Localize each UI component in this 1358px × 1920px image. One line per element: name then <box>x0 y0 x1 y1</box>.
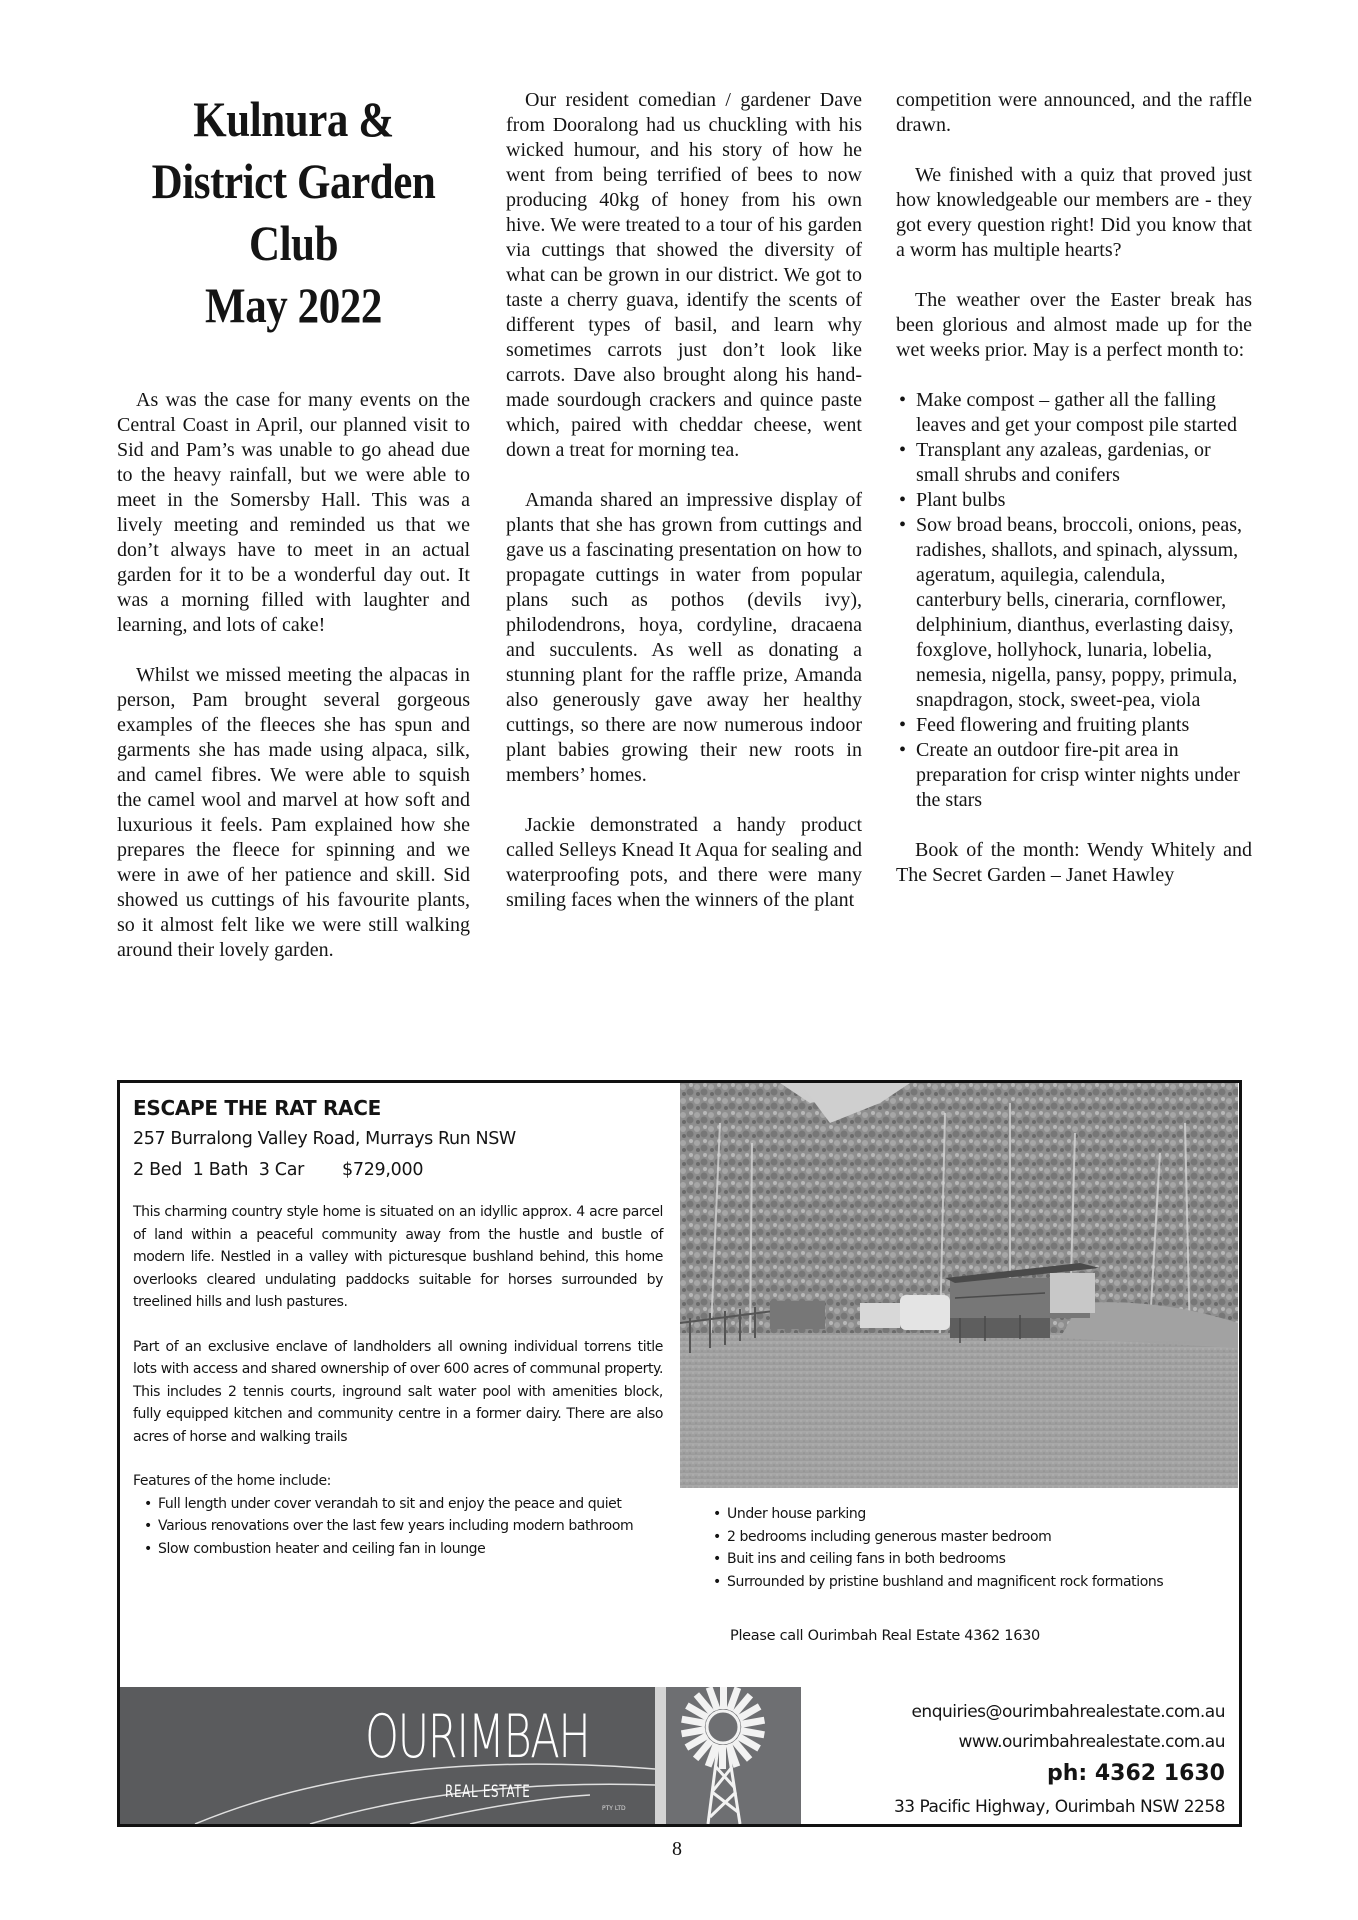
title-line: Club <box>248 215 339 271</box>
article-column-3 <box>896 88 1252 913</box>
feature-item: • Slow combustion heater and ceiling fan in lounge <box>158 1538 663 1561</box>
bed-bath-car: 2 Bed 1 Bath 3 Car <box>133 1160 305 1180</box>
real-estate-advertisement <box>117 1080 1242 1827</box>
feature-item: • Under house parking <box>727 1503 1247 1526</box>
features-label: Features of the home include: <box>133 1473 331 1489</box>
feature-item: • 2 bedrooms including generous master bedroom <box>727 1526 1247 1549</box>
paragraph: We finished with a quiz that proved just how knowledgeable our members are - they got every question right! Did you know that a worm has multiple hearts? <box>896 164 1252 261</box>
contact-website-link[interactable]: www.ourimbahrealestate.com.au <box>958 1732 1225 1752</box>
paragraph: Whilst we missed meeting the alpacas in person, Pam brought several gorgeous examples of the fleeces she has spun and garments she has made using alpaca, silk, and camel fibres. We were able to squish the camel wool and marvel at how soft and luxurious it feels. Pam explained how she prepares the fleece for spinning and we were in awe of her patience and skill. Sid showed us cuttings of his favourite plants, so it almost felt like we were still walking around their lovely garden. <box>117 664 470 961</box>
windmill-panel <box>666 1687 801 1824</box>
logo-subtitle: REAL ESTATE <box>445 1782 531 1802</box>
bullet-icon: • <box>899 489 907 511</box>
bullet-icon: • <box>899 389 907 411</box>
bullet-icon: • <box>144 1540 152 1557</box>
paragraph: As was the case for many events on the Central Coast in April, our planned visit to Sid and Pam’s was unable to go ahead due to the heavy rainfall, but we were able to meet in the Somersby Hall. This was a lively meeting and reminded us that we don’t always have to meet in an actual garden for it to be a wonderful day out. It was a morning filled with laughter and learning, and lots of cake! <box>117 389 470 636</box>
paragraph: Jackie demonstrated a handy product called Selleys Knead It Aqua for sealing and waterproofing pots, and there were many smiling faces when the winners of the plant <box>506 814 862 911</box>
title-line: May 2022 <box>205 277 382 333</box>
article-title <box>142 88 446 336</box>
ad-text-block <box>133 1093 663 1560</box>
bullet-icon: • <box>713 1528 721 1545</box>
property-price: $729,000 <box>342 1160 424 1180</box>
list-item: • Create an outdoor fire-pit area in preparation for crisp winter nights under the stars <box>899 739 1240 811</box>
contact-email-link[interactable]: enquiries@ourimbahrealestate.com.au <box>911 1702 1225 1722</box>
list-item: • Sow broad beans, broccoli, onions, peas, radishes, shallots, and spinach, alyssum, ageratum, aquilegia, calendula, canterbury bells, cineraria, cornflower, delphinium, dianthus, everlasting daisy, foxglove, hollyhock, lunaria, lobelia, nemesia, nigella, pansy, poppy, primula, snapdragon, stock, sweet-pea, viola <box>899 514 1243 711</box>
list-item: • Plant bulbs <box>899 489 1006 511</box>
article-column-2 <box>506 88 862 913</box>
logo-pty-ltd: PTY LTD <box>602 1805 626 1812</box>
article-column-1 <box>117 388 470 988</box>
feature-item: • Surrounded by pristine bushland and magnificent rock formations <box>727 1571 1247 1594</box>
ad-headline: ESCAPE THE RAT RACE <box>133 1096 381 1120</box>
ad-community-description: Part of an exclusive enclave of landholders all owning individual torrens title lots with access and shared ownership of over 600 acres of communal property. This includes 2 tennis courts, inground salt water pool with amenities block, fully equipped kitchen and community centre in a former dairy. There are also acres of horse and walking trails <box>133 1338 663 1445</box>
agency-logo <box>120 1687 655 1824</box>
title-line: Kulnura & <box>193 91 394 147</box>
ad-description: This charming country style home is situated on an idyllic approx. 4 acre parcel of land within a peaceful community away from the hustle and bustle of modern life. Nestled in a valley with picturesque bushland behind, this home overlooks cleared undulating paddocks suitable for horses surrounded by treelined hills and lush pastures. <box>133 1204 663 1310</box>
list-item: • Transplant any azaleas, gardenias, or small shrubs and conifers <box>899 439 1211 486</box>
bullet-icon: • <box>899 439 907 461</box>
list-item: • Feed flowering and fruiting plants <box>899 714 1190 736</box>
property-specs <box>133 1155 663 1185</box>
agency-contact <box>795 1687 1225 1823</box>
paragraph: The weather over the Easter break has been glorious and almost made up for the wet weeks prior. May is a perfect month to: <box>896 289 1252 361</box>
paragraph-continuation: competition were announced, and the raffle drawn. <box>896 89 1252 136</box>
banner-divider <box>655 1687 666 1824</box>
page-number: 8 <box>672 1838 682 1860</box>
may-tasks-list <box>896 388 1252 813</box>
book-of-the-month: Book of the month: Wendy Whitely and The Secret Garden – Janet Hawley <box>896 839 1252 886</box>
paragraph: Our resident comedian / gardener Dave from Dooralong had us chuckling with his wicked humour, and his story of how he went from being terrified of bees to now producing 40kg of honey from his own hive. We were treated to a tour of his garden via cuttings that showed the diversity of what can be grown in our district. We got to taste a cherry guava, identify the scents of different types of basil, and learn why sometimes carrots just don’t look like carrots. Dave also brought along his hand-made sourdough crackers and quince paste which, paired with cheddar cheese, went down a treat for morning tea. <box>506 89 862 461</box>
bullet-icon: • <box>713 1551 721 1567</box>
property-address: 257 Burralong Valley Road, Murrays Run NSW <box>133 1129 516 1149</box>
windmill-icon <box>666 1687 801 1824</box>
bullet-icon: • <box>713 1573 721 1590</box>
call-to-action: Please call Ourimbah Real Estate 4362 1630 <box>730 1628 1040 1644</box>
feature-item: • Various renovations over the last few years including modern bathroom <box>158 1515 663 1538</box>
property-photo-image <box>680 1083 1238 1488</box>
bullet-icon: • <box>144 1518 152 1534</box>
bullet-icon: • <box>899 739 907 761</box>
bullet-icon: • <box>713 1506 721 1522</box>
list-item: • Make compost – gather all the falling leaves and get your compost pile started <box>899 389 1238 436</box>
property-photo <box>680 1083 1238 1488</box>
logo-wordmark: OURIMBAH <box>365 1702 590 1772</box>
contact-phone: ph: 4362 1630 <box>1047 1761 1225 1786</box>
feature-item: • Buit ins and ceiling fans in both bedrooms <box>727 1548 1247 1571</box>
contact-address: 33 Pacific Highway, Ourimbah NSW 2258 <box>893 1797 1225 1817</box>
features-list-right <box>702 1503 1247 1593</box>
title-line: District Garden <box>151 153 436 209</box>
agency-banner <box>120 1687 1239 1824</box>
feature-item: • Full length under cover verandah to sit and enjoy the peace and quiet <box>158 1493 663 1516</box>
bullet-icon: • <box>899 514 907 536</box>
bullet-icon: • <box>899 714 907 736</box>
features-list-left <box>133 1493 663 1561</box>
paragraph: Amanda shared an impressive display of plants that she has grown from cuttings and gave us a fascinating presentation on how to propagate cuttings in water from popular plans such as pothos (devils ivy), philodendrons, hoya, cordyline, dracaena and succulents. As well as donating a stunning plant for the raffle prize, Amanda also generously gave away her healthy cuttings, so there are now numerous indoor plant babies growing their new roots in members’ homes. <box>506 489 862 786</box>
bullet-icon: • <box>144 1495 152 1512</box>
